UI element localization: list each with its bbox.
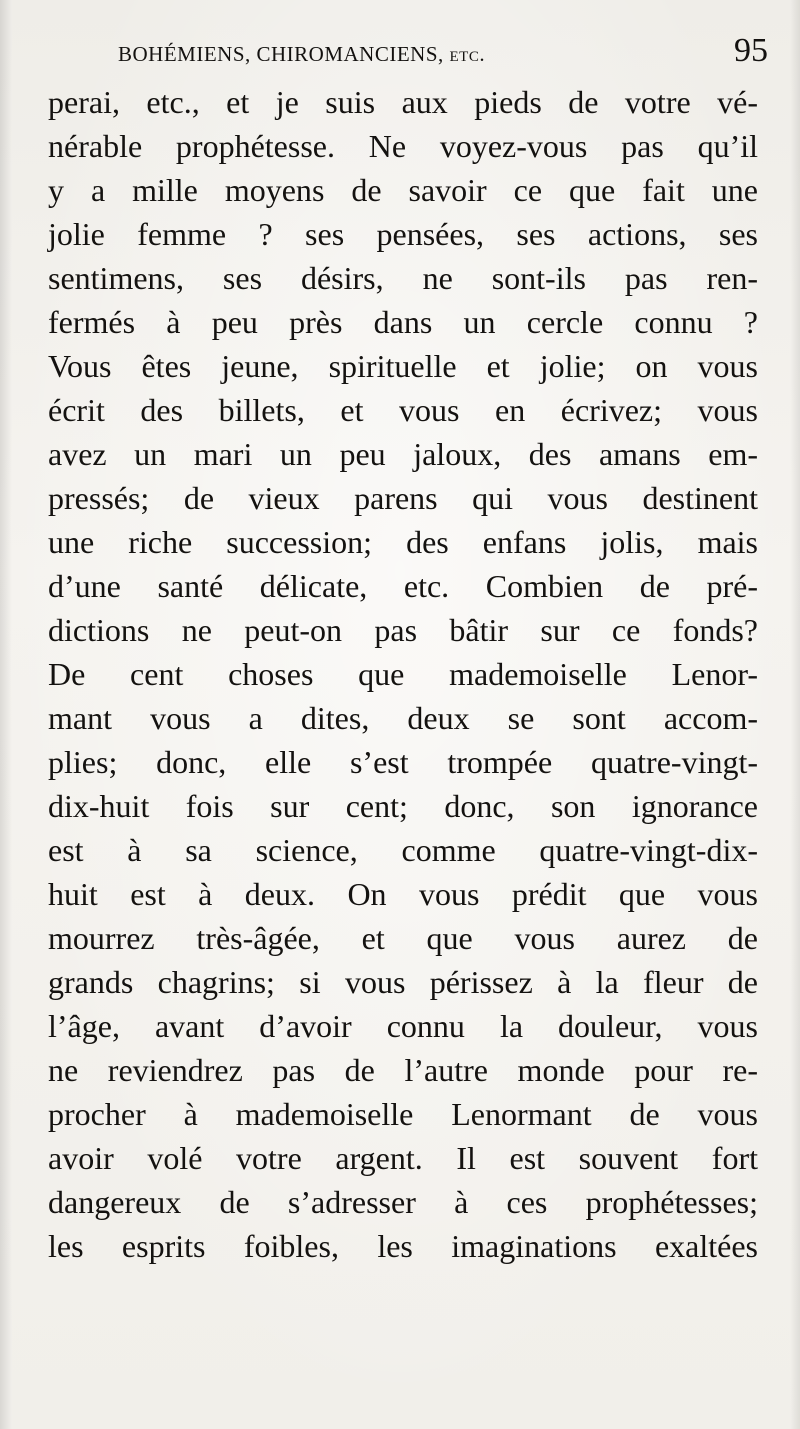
text-line: une riche succession; des enfans jolis, mais <box>48 524 758 560</box>
text-line: est à sa science, comme quatre-vingt-dix- <box>48 832 758 868</box>
page-header <box>118 34 768 84</box>
text-line: les esprits foibles, les imaginations exaltées <box>48 1228 758 1264</box>
text-line: dangereux de s’adresser à ces prophétesses; <box>48 1184 758 1220</box>
text-line: De cent choses que mademoiselle Lenor- <box>48 656 758 692</box>
text-line: mant vous a dites, deux se sont accom- <box>48 700 758 736</box>
text-line: y a mille moyens de savoir ce que fait une <box>48 172 758 208</box>
text-line: procher à mademoiselle Lenormant de vous <box>48 1096 758 1132</box>
text-line: l’âge, avant d’avoir connu la douleur, vous <box>48 1008 758 1044</box>
text-line: perai, etc., et je suis aux pieds de votre vé- <box>48 84 758 120</box>
page-edge-shadow-left <box>0 0 12 1429</box>
text-line: avez un mari un peu jaloux, des amans em- <box>48 436 758 472</box>
text-line: avoir volé votre argent. Il est souvent fort <box>48 1140 758 1176</box>
text-line: grands chagrins; si vous périssez à la fleur de <box>48 964 758 1000</box>
text-line: huit est à deux. On vous prédit que vous <box>48 876 758 912</box>
text-line: plies; donc, elle s’est trompée quatre-vingt- <box>48 744 758 780</box>
text-line: écrit des billets, et vous en écrivez; vous <box>48 392 758 428</box>
running-head: BOHÉMIENS, CHIROMANCIENS, etc. <box>118 42 486 66</box>
body-text <box>48 80 758 1268</box>
text-line: ne reviendrez pas de l’autre monde pour re- <box>48 1052 758 1088</box>
page-edge-shadow-right <box>790 0 800 1429</box>
text-line: nérable prophétesse. Ne voyez-vous pas qu’il <box>48 128 758 164</box>
text-line: fermés à peu près dans un cercle connu ? <box>48 304 758 340</box>
page-number: 95 <box>734 32 768 69</box>
text-line: sentimens, ses désirs, ne sont-ils pas ren- <box>48 260 758 296</box>
text-line: jolie femme ? ses pensées, ses actions, ses <box>48 216 758 252</box>
text-line: Vous êtes jeune, spirituelle et jolie; on vous <box>48 348 758 384</box>
text-line: dix-huit fois sur cent; donc, son ignorance <box>48 788 758 824</box>
text-line: pressés; de vieux parens qui vous destinent <box>48 480 758 516</box>
text-line: d’une santé délicate, etc. Combien de pré- <box>48 568 758 604</box>
text-line: dictions ne peut-on pas bâtir sur ce fonds? <box>48 612 758 648</box>
text-line: mourrez très-âgée, et que vous aurez de <box>48 920 758 956</box>
